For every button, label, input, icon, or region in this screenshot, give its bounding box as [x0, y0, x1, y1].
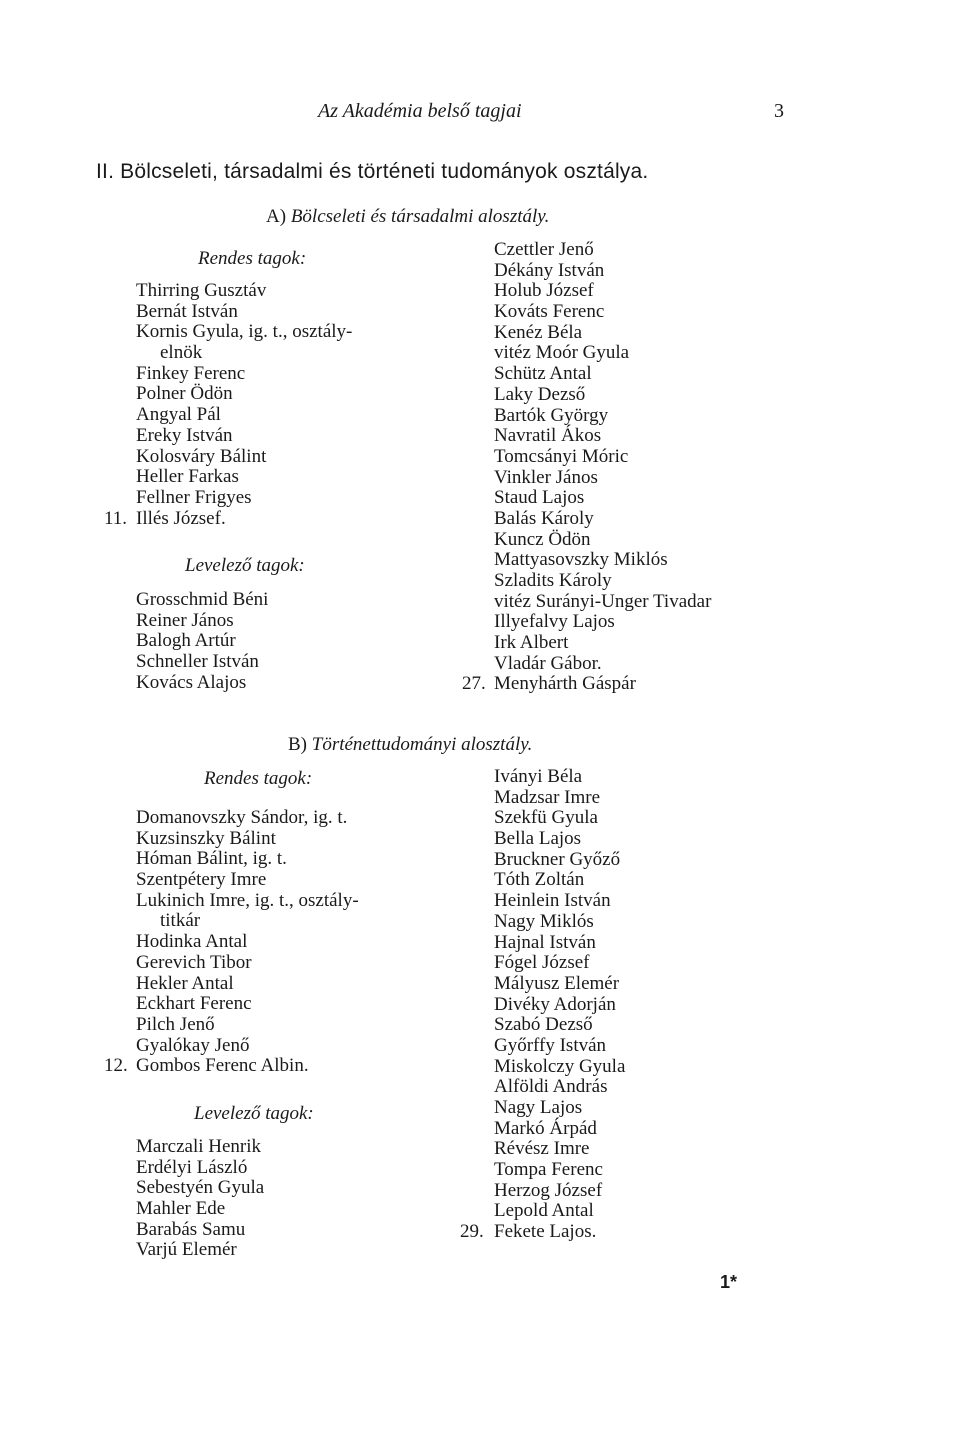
member-name: Dékány István: [494, 259, 605, 281]
member-name: Kováts Ferenc: [494, 301, 605, 323]
member-name: Czettler Jenő: [494, 239, 594, 260]
member-count: 12.: [104, 1055, 128, 1077]
section-a-prefix: A): [266, 206, 287, 227]
section-b-levelezo-list: [136, 1137, 264, 1261]
member-name: Kornis Gyula, ig. t., osztály-: [136, 321, 353, 343]
member-name: Nagy Miklós: [494, 910, 594, 932]
member-name: Barabás Samu: [136, 1218, 246, 1240]
member-name: Schneller István: [136, 651, 259, 673]
member-name: Angyal Pál: [136, 404, 221, 426]
member-count: 11.: [104, 507, 128, 529]
member-name: Nagy Lajos: [494, 1097, 583, 1118]
member-name: Révész Imre: [494, 1138, 590, 1160]
member-name: Mályusz Elemér: [494, 972, 620, 994]
member-name: Eckhart Ferenc: [136, 993, 252, 1015]
member-name: Pilch Jenő: [136, 1013, 215, 1035]
member-name: Hodinka Antal: [136, 931, 248, 953]
section-b-title: Történettudományi alosztály.: [311, 734, 533, 755]
member-name: vitéz Surányi-Unger Tivadar: [494, 590, 712, 612]
member-name: elnök: [160, 342, 203, 364]
member-name: Fekete Lajos. 29.: [460, 1221, 597, 1243]
member-name: Balogh Artúr: [136, 630, 236, 652]
member-name: Szentpétery Imre: [136, 869, 267, 891]
member-name: Illyefalvy Lajos: [494, 611, 615, 633]
member-name: Ereky István: [136, 424, 233, 446]
section-a-title: Bölcseleti és társadalmi alosztály.: [290, 206, 550, 227]
member-name: Bruckner Győző: [494, 848, 621, 870]
member-name: Mattyasovszky Miklós: [494, 549, 668, 571]
member-name: Balás Károly: [494, 507, 594, 529]
member-name: Holub József: [494, 280, 594, 302]
member-name: Fellner Frigyes: [136, 486, 252, 508]
member-name: Hóman Bálint, ig. t.: [136, 848, 287, 870]
member-name: Herzog József: [494, 1179, 603, 1201]
member-name: Gombos Ferenc Albin. 12.: [104, 1055, 309, 1077]
member-name: Alföldi András: [494, 1076, 608, 1098]
section-b-heading: [288, 734, 532, 756]
member-name: Bella Lajos: [494, 828, 582, 850]
class-title: II. Bölcseleti, társadalmi és történeti tudományok osztálya.: [96, 160, 649, 183]
member-name: Bartók György: [494, 404, 609, 426]
member-name: Szabó Dezső: [494, 1014, 593, 1036]
member-name: Tompa Ferenc: [494, 1159, 603, 1181]
member-name: Navratil Ákos: [494, 425, 602, 447]
section-a-heading: [266, 206, 549, 228]
member-name: Miskolczy Gyula: [494, 1055, 626, 1077]
section-a-rendes-right-list: [462, 239, 712, 695]
signature-mark: 1*: [720, 1272, 738, 1292]
member-name: Bernát István: [136, 300, 238, 322]
member-name: Mahler Ede: [136, 1198, 226, 1220]
page-number: 3: [774, 100, 784, 122]
member-name: Szekfü Gyula: [494, 807, 598, 829]
section-b-prefix: B): [288, 734, 307, 755]
member-name: Iványi Béla: [494, 766, 583, 787]
section-b-rendes-left-list: [104, 807, 359, 1077]
member-name: Grosschmid Béni: [136, 589, 269, 610]
section-b-rendes-right-list: [460, 766, 626, 1243]
member-name: Thirring Gusztáv: [136, 280, 267, 301]
running-head: Az Akadémia belső tagjai: [318, 100, 522, 122]
member-name: Hajnal István: [494, 931, 596, 953]
member-name: Laky Dezső: [494, 383, 586, 405]
member-name: Divéky Adorján: [494, 993, 616, 1015]
member-name: Finkey Ferenc: [136, 362, 246, 384]
member-name: Győrffy István: [494, 1034, 607, 1056]
member-name: Varjú Elemér: [136, 1239, 237, 1261]
member-name: Erdélyi László: [136, 1156, 248, 1178]
section-a-levelezo-list: [136, 590, 268, 693]
member-name: Schütz Antal: [494, 363, 592, 385]
member-name: Fógel József: [494, 952, 590, 974]
member-name: vitéz Moór Gyula: [494, 342, 630, 364]
section-b-levelezo-header: Levelező tagok:: [194, 1103, 314, 1124]
member-name: Tóth Zoltán: [494, 869, 585, 891]
member-name: Vinkler János: [494, 466, 598, 488]
member-name: Irk Albert: [494, 632, 569, 654]
member-name: Kenéz Béla: [494, 321, 583, 343]
member-name: Tomcsányi Móric: [494, 445, 629, 467]
member-name: Kuncz Ödön: [494, 528, 591, 550]
member-name: Illés József. 11.: [104, 507, 226, 529]
member-name: Lukinich Imre, ig. t., osztály-: [136, 889, 359, 911]
section-a-rendes-header: Rendes tagok:: [198, 248, 307, 269]
member-name: Gyalókay Jenő: [136, 1034, 250, 1056]
member-name: titkár: [160, 910, 201, 932]
member-name: Menyhárth Gáspár 27.: [462, 673, 636, 695]
member-count: 27.: [462, 673, 486, 695]
section-a-levelezo-header: Levelező tagok:: [185, 555, 305, 576]
member-name: Kovács Alajos: [136, 671, 247, 693]
member-name: Kuzsinszky Bálint: [136, 827, 276, 849]
member-name: Heller Farkas: [136, 466, 239, 488]
member-name: Vladár Gábor.: [494, 652, 602, 674]
member-name: Kolosváry Bálint: [136, 445, 267, 467]
member-name: Szladits Károly: [494, 570, 612, 591]
section-b-rendes-header: Rendes tagok:: [204, 768, 313, 789]
member-count: 29.: [460, 1221, 484, 1243]
member-name: Sebestyén Gyula: [136, 1177, 265, 1199]
member-name: Lepold Antal: [494, 1200, 594, 1222]
member-name: Marczali Henrik: [136, 1136, 262, 1157]
member-name: Heinlein István: [494, 890, 611, 912]
member-name: Domanovszky Sándor, ig. t.: [136, 807, 348, 828]
member-name: Madzsar Imre: [494, 786, 601, 808]
section-a-rendes-left-list: [104, 280, 353, 529]
member-name: Polner Ödön: [136, 383, 233, 405]
member-name: Hekler Antal: [136, 972, 234, 994]
member-name: Reiner János: [136, 609, 234, 631]
member-name: Markó Árpád: [494, 1117, 597, 1139]
member-name: Staud Lajos: [494, 487, 585, 509]
member-name: Gerevich Tibor: [136, 951, 252, 973]
